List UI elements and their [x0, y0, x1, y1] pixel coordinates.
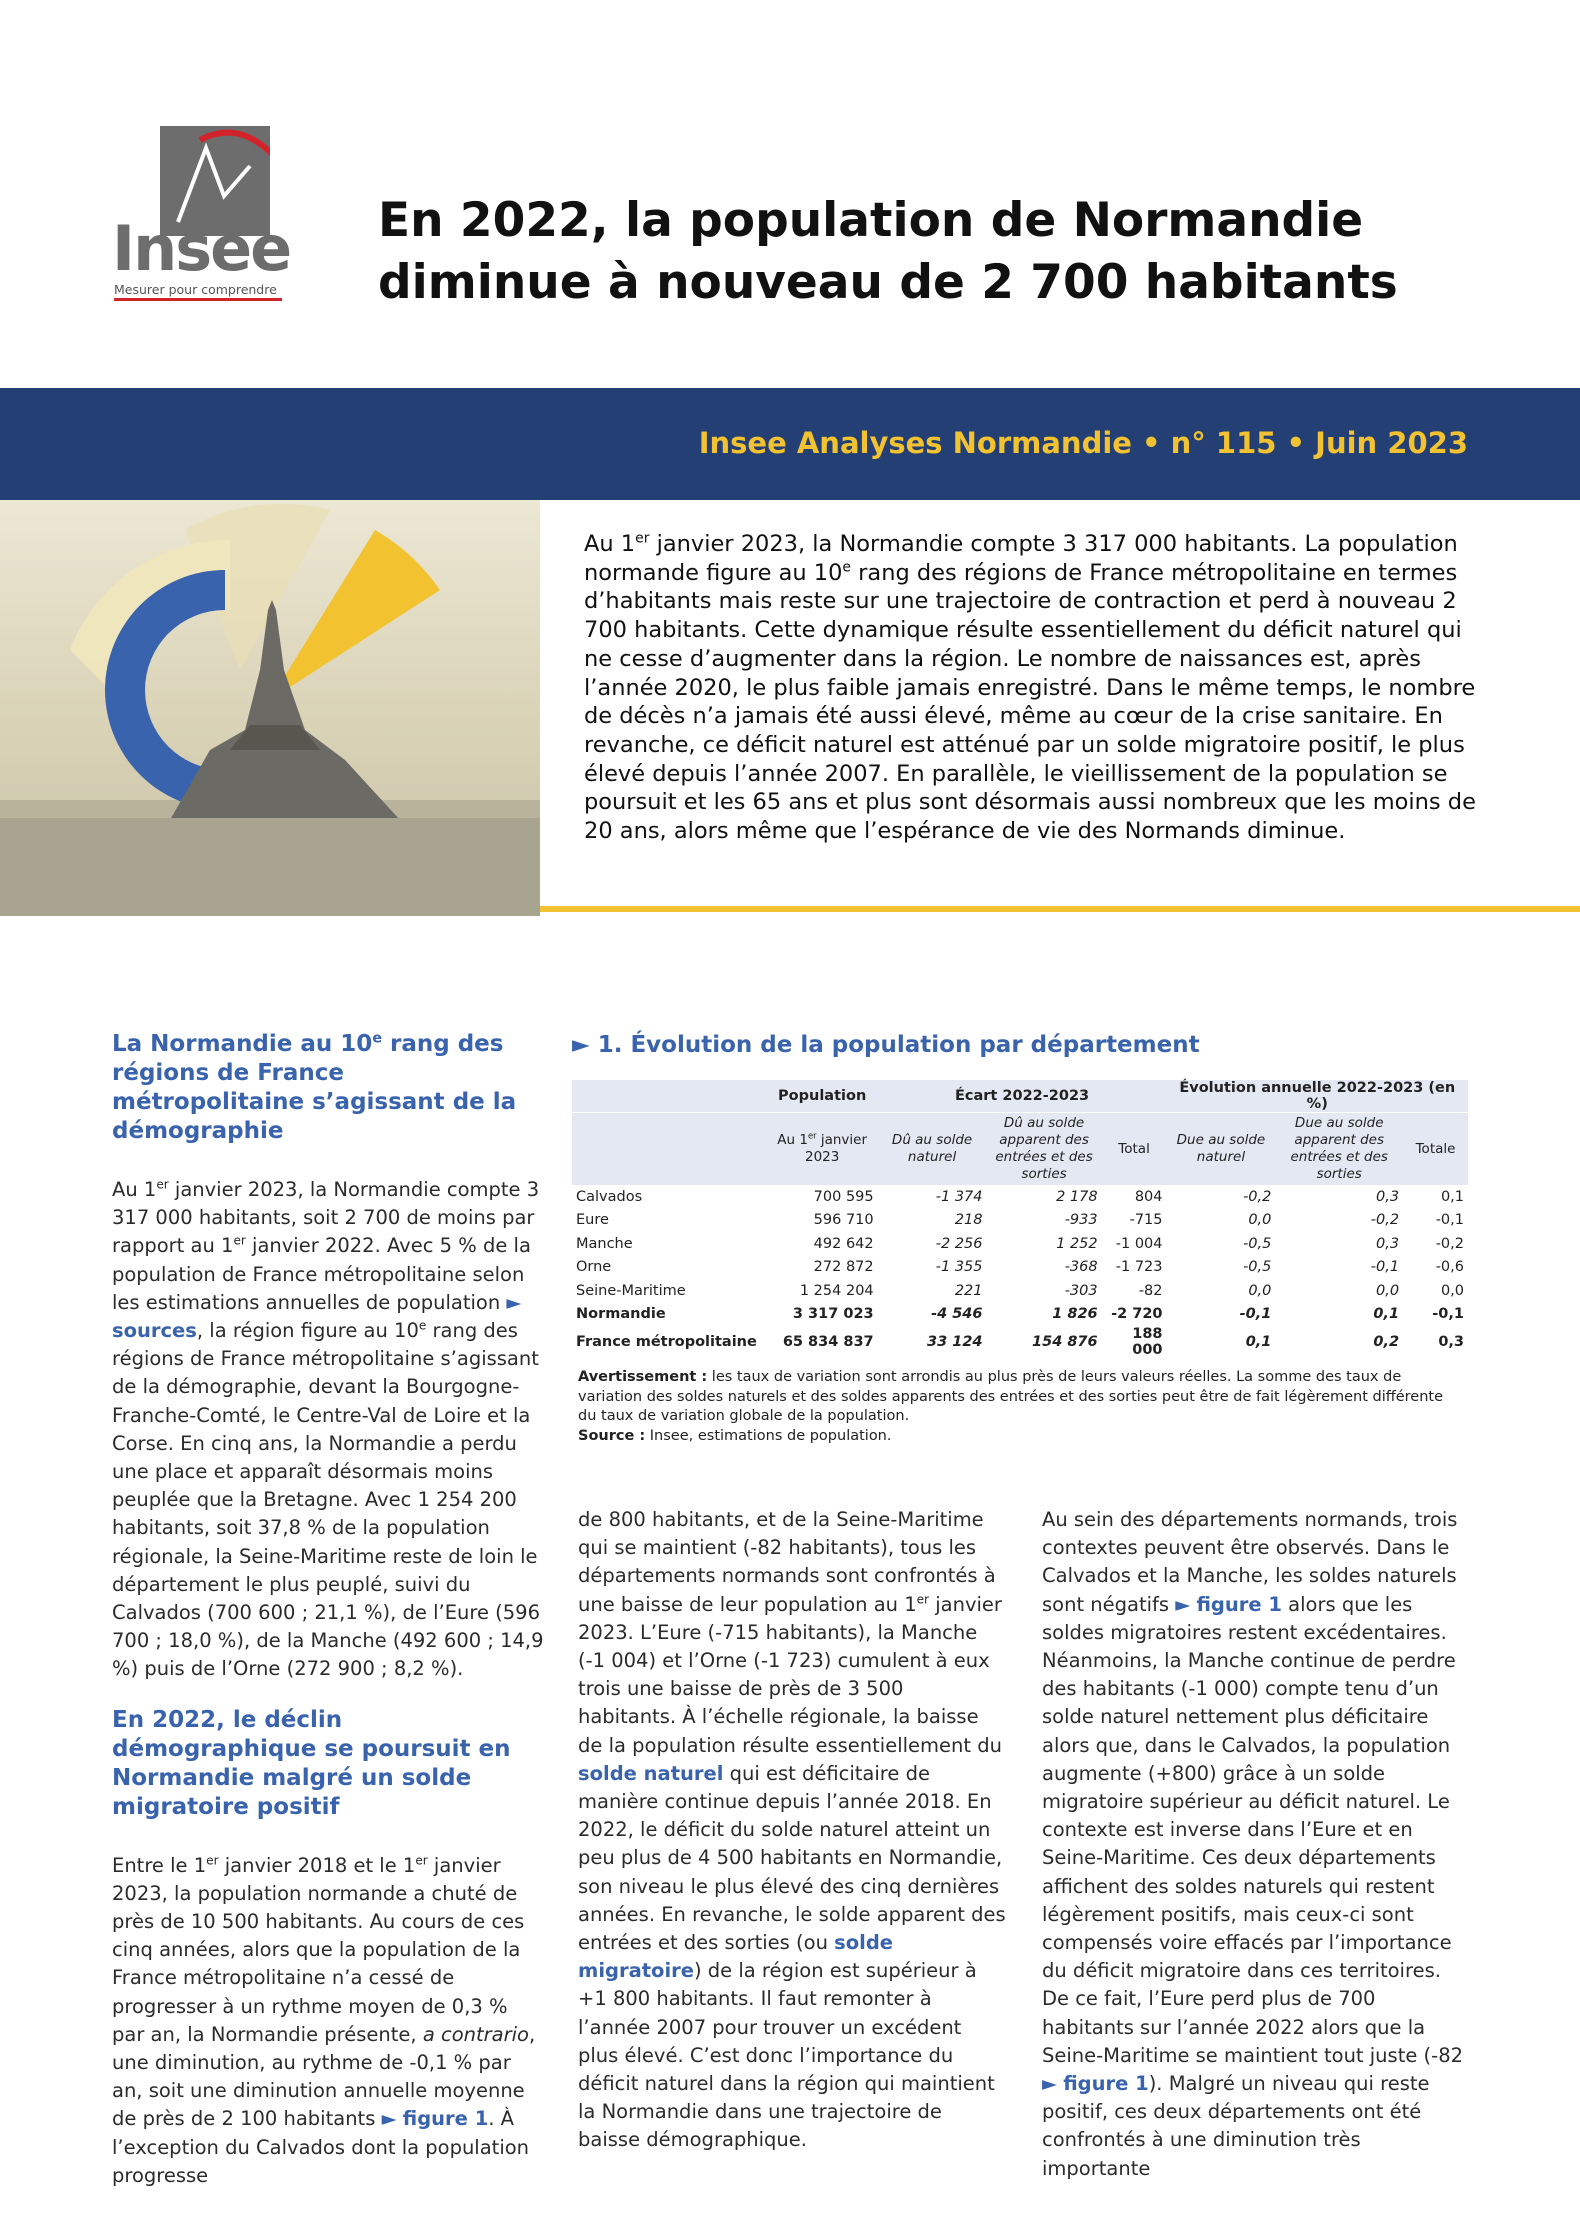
paragraph: Au 1er janvier 2023, la Normandie compte 3 317 000 habitants, soit 2 700 de moins par rapport au 1er janvier 2022. Avec 5 % de la population de France métropolitaine selon les estimations annuelles de population ► sources, la région figure au 10e rang des régions de France métropolitaine s’agissant de la démographie, devant la Bourgogne-Franche-Comté, le Centre-Val de Loire et la Corse. En cinq ans, la Normandie a perdu une place et apparaît désormais moins peuplée que la Bretagne. Avec 1 254 200 habitants, soit 37,8 % de la population régionale, la Seine-Maritime reste de loin le département le plus peuplé, suivi du Calvados (700 600 ; 21,1 %), de l’Eure (596 700 ; 18,0 %), de la Manche (492 600 ; 14,9 %) puis de l’Orne (272 900 ; 8,2 %). — [112, 1177, 544, 1681]
paragraph: de 800 habitants, et de la Seine-Maritime qui se maintient (-82 habitants), tous les départements normands sont confrontés à une baisse de leur population au 1er janvier 2023. L’Eure (-715 habitants), la Manche (-1 004) et l’Orne (-1 723) cumulent à eux trois une baisse de près de 3 500 habitants. À l’échelle régionale, la baisse de la population résulte essentiellement du solde naturel qui est déficitaire de manière continue depuis l’année 2018. En 2022, le déficit du solde naturel atteint un peu plus de 4 500 habitants en Normandie, son niveau le plus élevé des cinq dernières années. En revanche, le solde apparent des entrées et des sorties (ou solde migratoire) de la région est supérieur à +1 800 habitants. Il faut remonter à l’année 2007 pour trouver un excédent plus élevé. C’est donc l’importance du déficit naturel dans la région qui maintient la Normandie dans une trajectoire de baisse démographique. — [578, 1508, 1006, 2152]
solde-naturel-link[interactable]: solde naturel — [578, 1761, 724, 1785]
col-group-evolution: Évolution annuelle 2022-2023 (en %) — [1167, 1080, 1468, 1113]
col-group-population: Population — [767, 1080, 878, 1113]
arrow-icon: ► — [1175, 1592, 1191, 1616]
figure-1-link[interactable]: figure 1 — [1196, 1592, 1282, 1616]
logo-underline — [114, 298, 282, 301]
warning-note: Avertissement : les taux de variation sont arrondis au plus près de leurs valeurs réelles. La somme des taux de variation des soldes naturels et des soldes apparents des entrées et des sorties peut être de fait légèrement différente du taux de variation globale de la population. — [578, 1369, 1444, 1424]
column-middle — [578, 1506, 1006, 2155]
logo-wordmark: Insee — [112, 212, 291, 285]
arrow-icon: ► — [572, 1032, 590, 1058]
table-row-total: France métropolitaine 65 834 837 33 124 154 876 188 000 0,1 0,2 0,3 — [576, 1326, 1464, 1358]
population-table — [572, 1080, 1468, 1358]
mont-saint-michel-illustration — [0, 500, 540, 916]
table-row: Calvados 700 595 -1 374 2 178 804 -0,2 0,3 0,1 — [576, 1188, 1464, 1205]
col-tot-pct: Totale — [1415, 1140, 1456, 1157]
col-pop: Au 1er janvier 2023 — [777, 1130, 868, 1165]
column-left — [112, 1030, 544, 2190]
paragraph: Au sein des départements normands, trois contextes peuvent être observés. Dans le Calvados et la Manche, les soldes naturels sont négatifs ► figure 1 alors que les soldes migratoires restent excédentaires. Néanmoins, la Manche continue de perdre des habitants (-1 000) compte tenu d’un solde naturel nettement plus déficitaire alors que, dans le Calvados, la population augmente (+800) grâce à un solde migratoire supérieur au déficit naturel. Le contexte est inverse dans l’Eure et en Seine-Maritime. Ces deux départements affichent des soldes naturels qui restent légèrement positifs, mais ceux-ci sont compensés voire effacés par l’importance du déficit migratoire dans ces territoires. De ce fait, l’Eure perd plus de 700 habitants sur l’année 2022 alors que la Seine-Maritime se maintient tout juste (-82 ► figure 1). Malgré un niveau qui reste positif, ces deux départements ont été confrontés à une diminution très importante — [1042, 1508, 1464, 2180]
arrow-icon: ► — [506, 1290, 522, 1314]
table-group-header — [572, 1080, 1468, 1113]
figure-title: ► 1. Évolution de la population par département — [572, 1032, 1200, 1058]
table-row: Orne 272 872 -1 355 -368 -1 723 -0,5 -0,1 -0,6 — [576, 1259, 1464, 1276]
paragraph: Entre le 1er janvier 2018 et le 1er janvier 2023, la population normande a chuté de près de 10 500 habitants. Au cours de ces cinq années, alors que la population de la France métropolitaine n’a cessé de progresser à un rythme moyen de 0,3 % par an, la Normandie présente, a contrario, une diminution, au rythme de -0,1 % par an, soit une diminution annuelle moyenne de près de 2 100 habitants ► figure 1. À l’exception du Calvados dont la population progresse — [112, 1853, 536, 2187]
hero-illustration — [0, 500, 540, 916]
figure-1-link[interactable]: figure 1 — [402, 2107, 489, 2131]
intro-part: rang des régions de France métropolitaine en termes d’habitants mais reste sur une trajectoire de contraction et perd à nouveau 2 700 habitants. Cette dynamique résulte essentiellement du déficit naturel qui ne cesse d’augmenter dans la région. Le nombre de naissances est, après l’année 2020, le plus faible jamais enregistré. Dans le même temps, le nombre de décès n’a jamais été aussi élevé, même au cœur de la crise sanitaire. En revanche, ce déficit naturel est atténué par un solde migratoire positif, le plus élevé depuis l’année 2007. En parallèle, le vieillissement de la population se poursuit et les 65 ans et plus sont désormais aussi nombreux que les moins de 20 ans, alors même que l’espérance de vie des Normands diminue. — [584, 559, 1476, 845]
intro-rule — [540, 906, 1580, 912]
logo-tagline: Mesurer pour comprendre — [114, 282, 277, 297]
col-mig: Dû au solde apparent des entrées et des sorties — [995, 1115, 1093, 1182]
series-line: Insee Analyses Normandie • n° 115 • Juin 2023 — [698, 426, 1468, 460]
arrow-icon: ► — [381, 2107, 397, 2131]
col-nat-pct: Due au solde naturel — [1176, 1132, 1266, 1165]
table-row: Eure 596 710 218 -933 -715 0,0 -0,2 -0,1 — [576, 1212, 1464, 1229]
table-notes — [578, 1368, 1464, 1446]
intro-part: Au 1 — [584, 531, 636, 557]
page-title: En 2022, la population de Normandie diminue à nouveau de 2 700 habitants — [378, 193, 1398, 310]
arrow-icon: ► — [1042, 2072, 1057, 2096]
col-mig-pct: Due au solde apparent des entrées et des sorties — [1290, 1115, 1388, 1182]
section-heading-decline: En 2022, le déclin démographique se poursuit en Normandie malgré un solde migratoire positif — [112, 1706, 511, 1820]
table-row-total: Normandie 3 317 023 -4 546 1 826 -2 720 -0,1 0,1 -0,1 — [576, 1306, 1464, 1323]
intro-part: janvier 2023, la Normandie compte 3 317 000 habitants. La population normande figure au 10 — [584, 531, 1458, 586]
intro-text — [584, 530, 1484, 846]
source-note: Source : Insee, estimations de population. — [578, 1427, 892, 1444]
col-tot: Total — [1118, 1140, 1150, 1157]
intro-sup: er — [635, 530, 650, 547]
section-heading-rank: La Normandie au 10e rang des régions de France métropolitaine s’agissant de la démographie — [112, 1030, 517, 1144]
figure-1-link[interactable]: figure 1 — [1063, 2072, 1149, 2096]
table-row: Seine-Maritime 1 254 204 221 -303 -82 0,0 0,0 0,0 — [576, 1282, 1464, 1299]
insee-logo — [112, 112, 291, 302]
sources-link[interactable]: sources — [112, 1319, 197, 1343]
column-right — [1042, 1506, 1472, 2183]
solde-migratoire-link[interactable]: solde migratoire — [578, 1931, 894, 1983]
table-sub-header — [572, 1113, 1468, 1186]
table-row: Manche 492 642 -2 256 1 252 -1 004 -0,5 0,3 -0,2 — [576, 1235, 1464, 1252]
intro-sup: e — [842, 559, 851, 576]
col-group-ecart: Écart 2022-2023 — [878, 1080, 1167, 1113]
col-nat: Dû au solde naturel — [891, 1132, 973, 1165]
publication-band — [0, 388, 1580, 500]
